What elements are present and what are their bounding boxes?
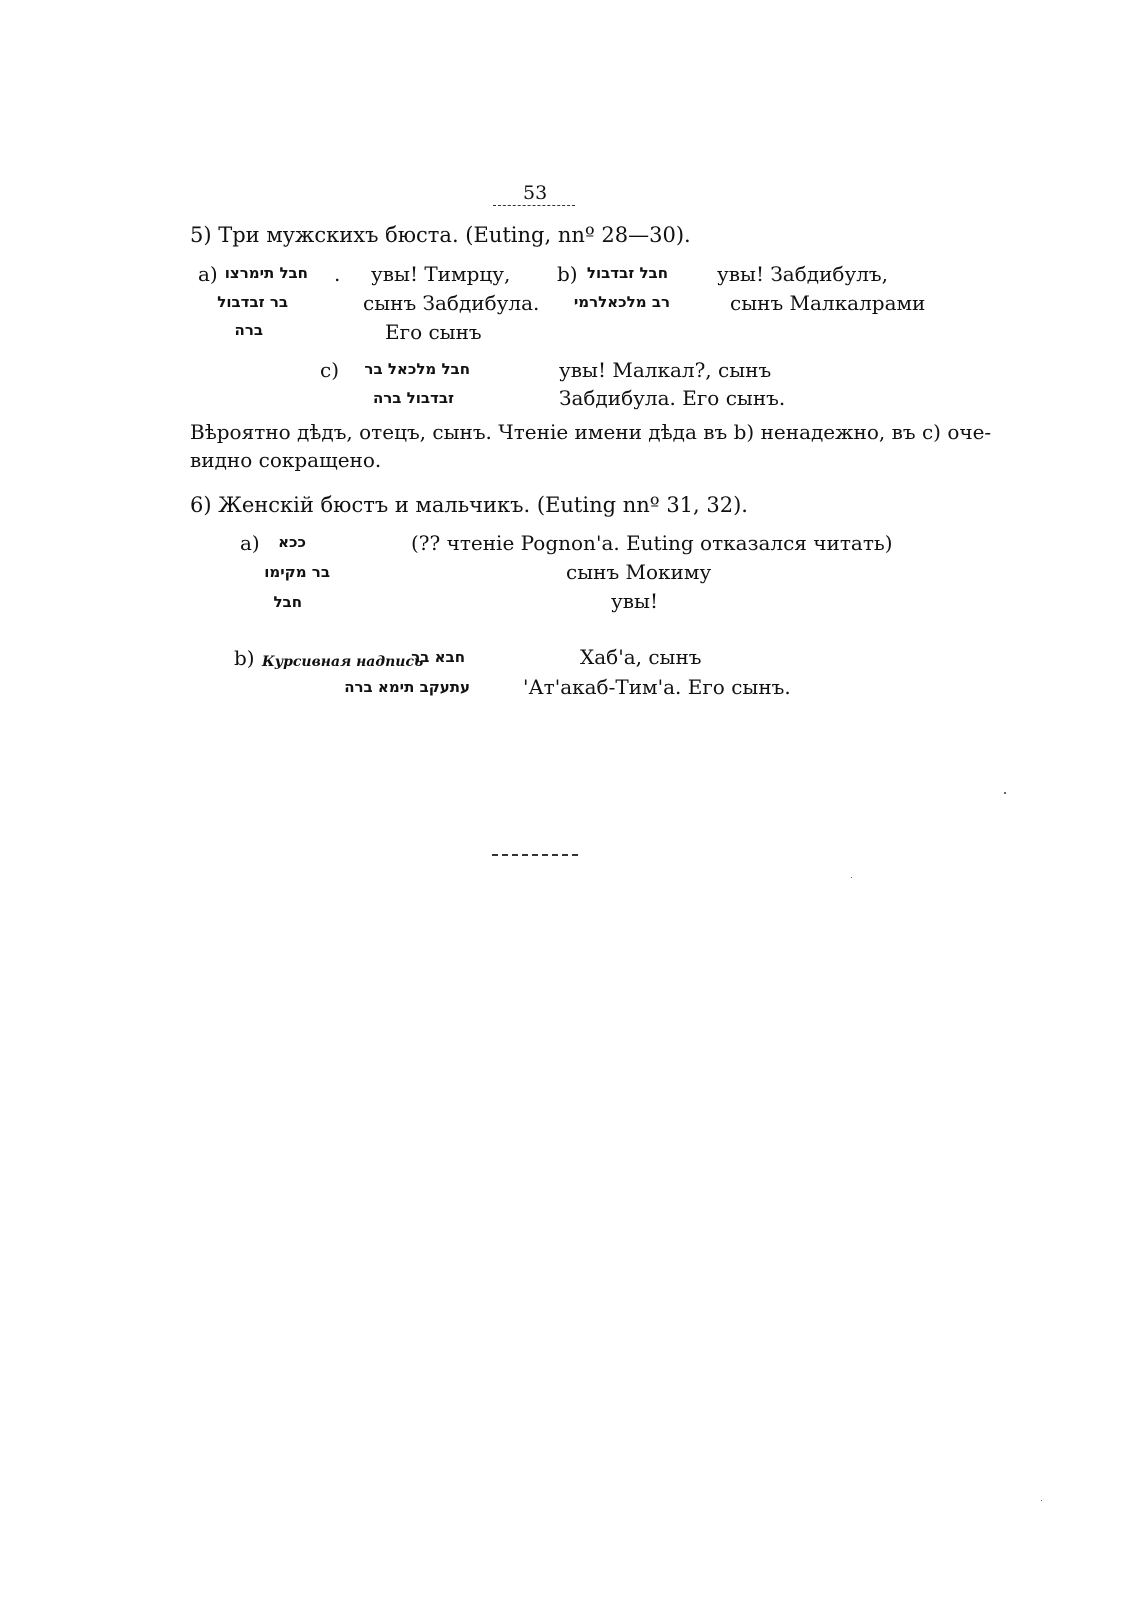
stray-mark bbox=[851, 877, 852, 878]
s5b-translation-line-2: сынъ Малкалрами bbox=[730, 291, 926, 315]
s5-note-line-2: видно сокращено. bbox=[190, 448, 382, 472]
s5c-translation-line-1: увы! Малкал?, сынъ bbox=[559, 358, 772, 382]
s5b-translation-line-1: увы! Забдибулъ, bbox=[717, 262, 889, 286]
s5c-hebrew-line-1: חבל מלכאל בר bbox=[364, 360, 470, 378]
s5c-label: c) bbox=[320, 358, 340, 382]
s6b-translation-line-2: 'Ат'акаб-Тим'а. Его сынъ. bbox=[523, 675, 791, 699]
stray-mark bbox=[1041, 1500, 1042, 1501]
section-6-heading: 6) Женскiй бюстъ и мальчикъ. (Euting nnº 31, 32). bbox=[190, 493, 748, 517]
stray-mark bbox=[1004, 792, 1006, 794]
s6a-translation-line-1: (?? чтенiе Pognon'a. Euting отказался читать) bbox=[411, 531, 893, 555]
s5a-label: a) bbox=[198, 262, 218, 286]
s6a-label: a) bbox=[240, 531, 260, 555]
s5a-translation-line-1: увы! Тимрцу, bbox=[371, 262, 511, 286]
s5a-separator: . bbox=[334, 262, 341, 286]
s5c-translation-line-2: Забдибула. Его сынъ. bbox=[559, 386, 786, 410]
s6a-hebrew-line-2: בר מקימו bbox=[264, 563, 330, 581]
s5a-translation-line-2: сынъ Забдибула. bbox=[363, 291, 540, 315]
s5a-hebrew-line-2: בר זבדבול bbox=[217, 293, 288, 311]
s6b-translation-line-1: Хаб'а, сынъ bbox=[580, 645, 702, 669]
s6a-translation-line-3: увы! bbox=[611, 589, 658, 613]
s5b-label: b) bbox=[557, 262, 578, 286]
s5a-hebrew-line-3: ברה bbox=[234, 321, 263, 339]
s6a-translation-line-2: сынъ Мокиму bbox=[566, 560, 712, 584]
s6b-hebrew-line-1: חבא בר bbox=[411, 648, 465, 666]
s6b-cursive-note: Курсивная надпись bbox=[262, 654, 424, 670]
s5a-translation-line-3: Его сынъ bbox=[385, 320, 482, 344]
s6b-hebrew-line-2: עתעקב תימא ברה bbox=[344, 678, 470, 696]
s5b-hebrew-line-2: רב מלכאלרמי bbox=[573, 293, 670, 311]
s6a-hebrew-line-3: חבל bbox=[273, 593, 302, 611]
s6b-label: b) bbox=[234, 646, 255, 670]
s5a-hebrew-line-1: חבל תימרצו bbox=[224, 264, 308, 282]
page-number-rule bbox=[493, 205, 575, 206]
s6a-hebrew-line-1: ככא bbox=[278, 533, 306, 551]
s5b-hebrew-line-1: חבל זבדבול bbox=[586, 264, 668, 282]
s5c-hebrew-line-2: זבדבול ברה bbox=[372, 389, 454, 407]
s5-note-line-1: Вѣроятно дѣдъ, отецъ, сынъ. Чтенiе имени дѣда въ b) ненадежно, въ c) оче- bbox=[190, 420, 992, 444]
page-number: 53 bbox=[523, 182, 548, 204]
section-5-heading: 5) Три мужскихъ бюста. (Euting, nnº 28—30). bbox=[190, 223, 691, 247]
closing-rule bbox=[492, 854, 578, 856]
